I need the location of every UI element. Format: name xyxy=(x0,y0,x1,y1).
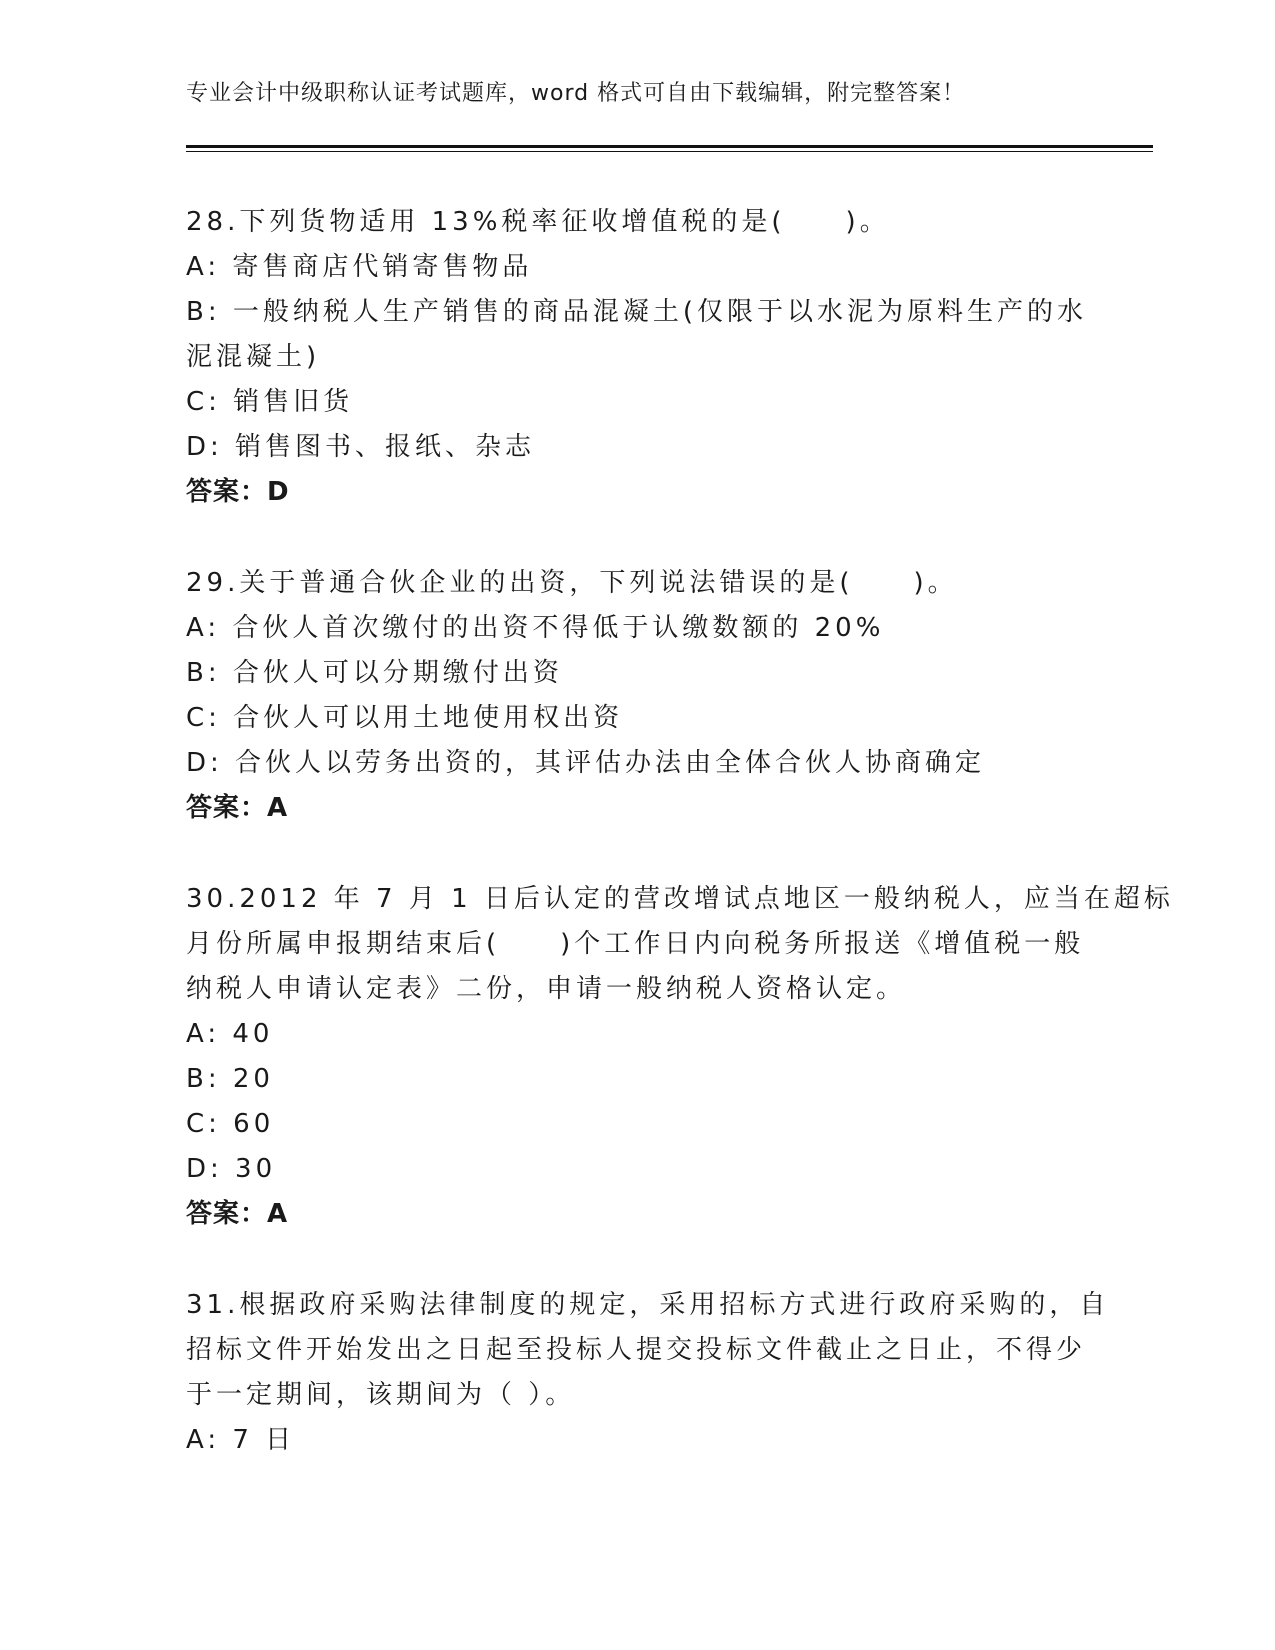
question-stem: 29.关于普通合伙企业的出资，下列说法错误的是( )。 xyxy=(186,568,958,598)
option-d: D: 合伙人以劳务出资的，其评估办法由全体合伙人协商确定 xyxy=(186,748,986,778)
option-b: B: 20 xyxy=(186,1064,274,1094)
option-c: C: 合伙人可以用土地使用权出资 xyxy=(186,703,624,733)
option-a: A: 7 日 xyxy=(186,1425,296,1455)
question-stem-line-3: 于一定期间，该期间为（ ）。 xyxy=(186,1380,576,1410)
header-rule-thick xyxy=(186,145,1153,148)
question-30 xyxy=(186,877,1174,1237)
option-b-continued: 泥混凝土) xyxy=(186,342,321,372)
answer: 答案：A xyxy=(186,793,289,823)
answer: 答案：A xyxy=(186,1199,289,1229)
option-d: D: 销售图书、报纸、杂志 xyxy=(186,432,536,462)
question-stem: 28.下列货物适用 13%税率征收增值税的是( )。 xyxy=(186,207,890,237)
header-rule-thin xyxy=(186,151,1153,152)
option-b: B: 合伙人可以分期缴付出资 xyxy=(186,658,563,688)
option-c: C: 60 xyxy=(186,1109,275,1139)
questions-list xyxy=(186,200,1174,1509)
option-c: C: 销售旧货 xyxy=(186,387,354,417)
question-28 xyxy=(186,200,1086,515)
question-stem-line-2: 月份所属申报期结束后( )个工作日内向税务所报送《增值税一般 xyxy=(186,929,1085,959)
option-a: A: 寄售商店代销寄售物品 xyxy=(186,252,533,282)
answer: 答案：D xyxy=(186,477,290,507)
question-29 xyxy=(186,561,1086,831)
option-d: D: 30 xyxy=(186,1154,277,1184)
page-header: 专业会计中级职称认证考试题库，word 格式可自由下载编辑，附完整答案！ xyxy=(186,81,966,106)
option-b: B: 一般纳税人生产销售的商品混凝土(仅限于以水泥为原料生产的水 xyxy=(186,297,1088,327)
question-stem-line-2: 招标文件开始发出之日起至投标人提交投标文件截止之日止，不得少 xyxy=(186,1335,1087,1365)
option-a: A: 合伙人首次缴付的出资不得低于认缴数额的 20% xyxy=(186,613,885,643)
question-stem-line-1: 31.根据政府采购法律制度的规定，采用招标方式进行政府采购的，自 xyxy=(186,1290,1110,1320)
question-31 xyxy=(186,1283,1110,1463)
option-a: A: 40 xyxy=(186,1019,274,1049)
question-stem-line-3: 纳税人申请认定表》二份，申请一般纳税人资格认定。 xyxy=(186,974,907,1004)
question-stem-line-1: 30.2012 年 7 月 1 日后认定的营改增试点地区一般纳税人，应当在超标 xyxy=(186,884,1174,914)
